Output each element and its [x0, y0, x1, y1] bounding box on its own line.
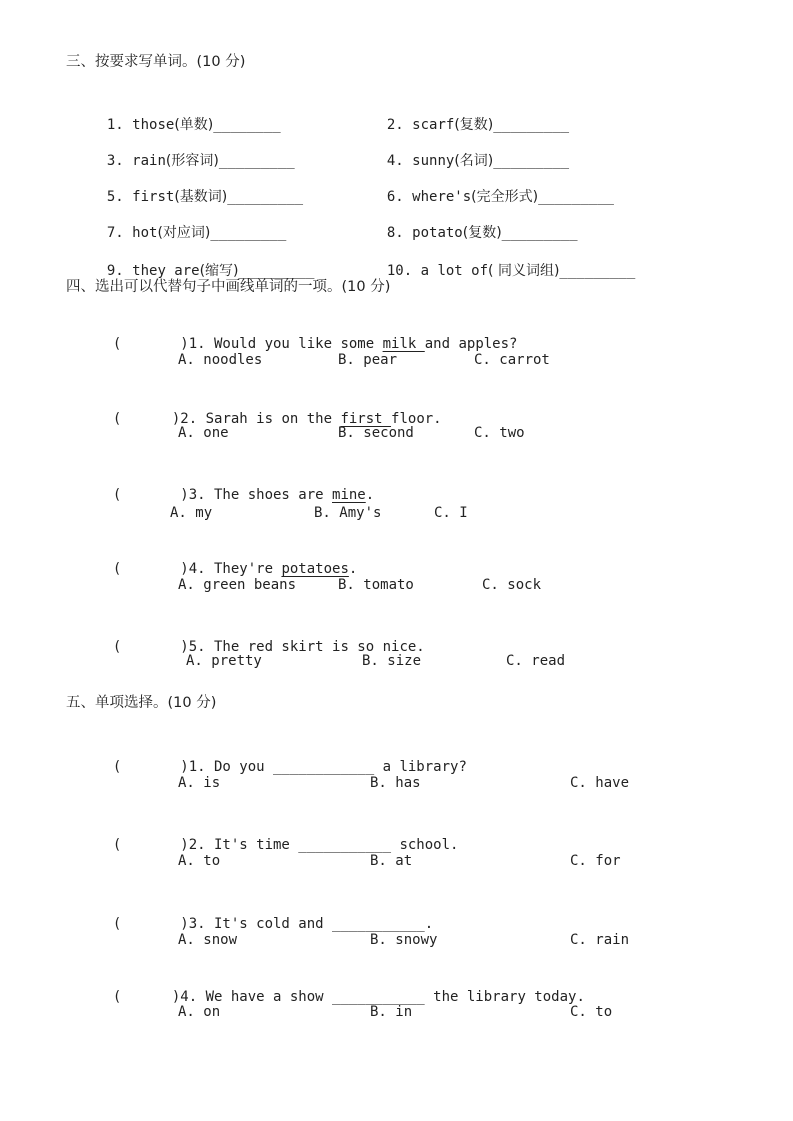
s5-question-1: [96, 737, 467, 777]
s4-q3-option-a[interactable]: A. my: [170, 505, 213, 521]
item-number: 10.: [386, 263, 413, 279]
item-number: 8.: [386, 225, 404, 241]
question-text: We have a show ___________ the library today.: [197, 989, 585, 1005]
question-text: It's time ___________ school.: [205, 837, 459, 853]
answer-paren[interactable]: ( ): [112, 487, 189, 503]
underlined-word: potatoes: [281, 561, 349, 577]
answer-blank[interactable]: _________: [238, 263, 315, 279]
s3-item-9: [90, 241, 314, 281]
question-number: 2.: [188, 837, 206, 853]
underlined-word: mine: [332, 487, 366, 503]
s4-q5-option-a[interactable]: A. pretty: [186, 653, 262, 669]
answer-paren[interactable]: ( ): [112, 916, 189, 932]
s5-q1-option-a[interactable]: A. is: [178, 775, 221, 791]
s3-item-5: [90, 167, 303, 207]
question-text-end: .: [348, 561, 358, 577]
s4-question-1: [96, 314, 517, 354]
s4-q3-option-c[interactable]: C. I: [434, 505, 468, 521]
item-hint: (完全形式): [471, 189, 539, 205]
s4-q1-option-c[interactable]: C. carrot: [474, 352, 550, 368]
item-number: 3.: [106, 153, 124, 169]
question-number: 3.: [188, 916, 206, 932]
answer-paren[interactable]: ( ): [112, 411, 181, 427]
answer-paren[interactable]: ( ): [112, 561, 189, 577]
answer-paren[interactable]: ( ): [112, 989, 181, 1005]
question-number: 4.: [180, 989, 198, 1005]
item-number: 5.: [106, 189, 124, 205]
item-word: hot: [132, 225, 158, 241]
answer-blank[interactable]: _________: [493, 117, 570, 133]
answer-paren[interactable]: ( ): [112, 639, 189, 655]
item-number: 2.: [386, 117, 404, 133]
s4-q1-option-b[interactable]: B. pear: [338, 352, 398, 368]
answer-paren[interactable]: ( ): [112, 759, 189, 775]
item-hint: (缩写): [199, 263, 239, 279]
item-number: 9.: [106, 263, 124, 279]
s5-q3-option-a[interactable]: A. snow: [178, 932, 238, 948]
s3-item-1: [90, 95, 281, 135]
answer-blank[interactable]: ________: [213, 117, 281, 133]
item-hint: (基数词): [174, 189, 228, 205]
question-number: 2.: [180, 411, 198, 427]
s3-item-3: [90, 131, 295, 171]
question-text: It's cold and ___________.: [205, 916, 434, 932]
question-number: 3.: [188, 487, 206, 503]
s4-q4-option-b[interactable]: B. tomato: [338, 577, 414, 593]
question-text: Do you ____________ a library?: [205, 759, 467, 775]
item-hint: (对应词): [157, 225, 211, 241]
answer-blank[interactable]: _________: [227, 189, 304, 205]
question-number: 5.: [188, 639, 206, 655]
s5-q3-option-c[interactable]: C. rain: [570, 932, 630, 948]
answer-blank[interactable]: _________: [559, 263, 636, 279]
question-text: They're: [205, 561, 282, 577]
s4-q5-option-c[interactable]: C. read: [506, 653, 566, 669]
answer-paren[interactable]: ( ): [112, 336, 189, 352]
s3-item-8: [370, 203, 578, 243]
s3-item-7: [90, 203, 286, 243]
s5-q4-option-b[interactable]: B. in: [370, 1004, 413, 1020]
s5-q4-option-c[interactable]: C. to: [570, 1004, 613, 1020]
item-word: potato: [412, 225, 463, 241]
item-number: 7.: [106, 225, 124, 241]
item-hint: (单数): [174, 117, 214, 133]
answer-blank[interactable]: _________: [501, 225, 578, 241]
question-number: 4.: [188, 561, 206, 577]
item-hint: (复数): [454, 117, 494, 133]
s4-question-3: [96, 465, 374, 505]
item-word: a lot of: [420, 263, 489, 279]
s4-q2-option-a[interactable]: A. one: [178, 425, 229, 441]
s4-q1-option-a[interactable]: A. noodles: [178, 352, 263, 368]
answer-blank[interactable]: _________: [538, 189, 614, 205]
answer-blank[interactable]: _________: [218, 153, 295, 169]
question-text: The red skirt is so nice.: [205, 639, 425, 655]
underlined-word: first: [340, 411, 392, 427]
question-text: Would you like some: [205, 336, 383, 352]
answer-blank[interactable]: _________: [210, 225, 287, 241]
item-word: those: [132, 117, 175, 133]
item-hint: (形容词): [165, 153, 219, 169]
item-number: 1.: [106, 117, 124, 133]
s3-item-2: [370, 95, 569, 135]
question-text: Sarah is on the: [197, 411, 341, 427]
s5-q2-option-b[interactable]: B. at: [370, 853, 413, 869]
s5-q1-option-b[interactable]: B. has: [370, 775, 421, 791]
s4-q3-option-b[interactable]: B. Amy's: [314, 505, 382, 521]
s3-item-6: [370, 167, 614, 207]
item-word: where's: [412, 189, 472, 205]
question-text: The shoes are: [205, 487, 333, 503]
item-word: sunny: [412, 153, 455, 169]
question-text-end: and apples?: [424, 336, 518, 352]
s4-q4-option-c[interactable]: C. sock: [482, 577, 542, 593]
s5-q4-option-a[interactable]: A. on: [178, 1004, 221, 1020]
question-number: 1.: [188, 336, 206, 352]
section4-heading: 四、选出可以代替句子中画线单词的一项。(10 分): [66, 279, 391, 295]
s5-question-2: [96, 815, 458, 855]
answer-blank[interactable]: _________: [493, 153, 570, 169]
s5-question-3: [96, 894, 433, 934]
question-number: 1.: [188, 759, 206, 775]
underlined-word: milk: [382, 336, 425, 352]
s4-q2-option-c[interactable]: C. two: [474, 425, 525, 441]
item-hint: (名词): [454, 153, 494, 169]
s5-q1-option-c[interactable]: C. have: [570, 775, 630, 791]
item-word: rain: [132, 153, 166, 169]
section5-heading: 五、单项选择。(10 分): [66, 695, 217, 711]
item-word: they are: [132, 263, 200, 279]
item-word: first: [132, 189, 175, 205]
section3-heading: 三、按要求写单词。(10 分): [66, 54, 246, 70]
s5-q2-option-a[interactable]: A. to: [178, 853, 221, 869]
item-hint: (复数): [462, 225, 502, 241]
s3-item-10: [370, 241, 635, 281]
s5-q2-option-c[interactable]: C. for: [570, 853, 621, 869]
s4-q5-option-b[interactable]: B. size: [362, 653, 422, 669]
question-text-end: .: [365, 487, 375, 503]
s5-question-4: [96, 967, 585, 1007]
answer-paren[interactable]: ( ): [112, 837, 189, 853]
item-hint: ( 同义词组): [488, 263, 560, 279]
s4-q2-option-b[interactable]: B. second: [338, 425, 414, 441]
s4-question-4: [96, 539, 357, 579]
item-word: scarf: [412, 117, 455, 133]
s3-item-4: [370, 131, 569, 171]
s4-q4-option-a[interactable]: A. green beans: [178, 577, 297, 593]
item-number: 4.: [386, 153, 404, 169]
s5-q3-option-b[interactable]: B. snowy: [370, 932, 438, 948]
question-text-end: floor.: [391, 411, 442, 427]
item-number: 6.: [386, 189, 404, 205]
